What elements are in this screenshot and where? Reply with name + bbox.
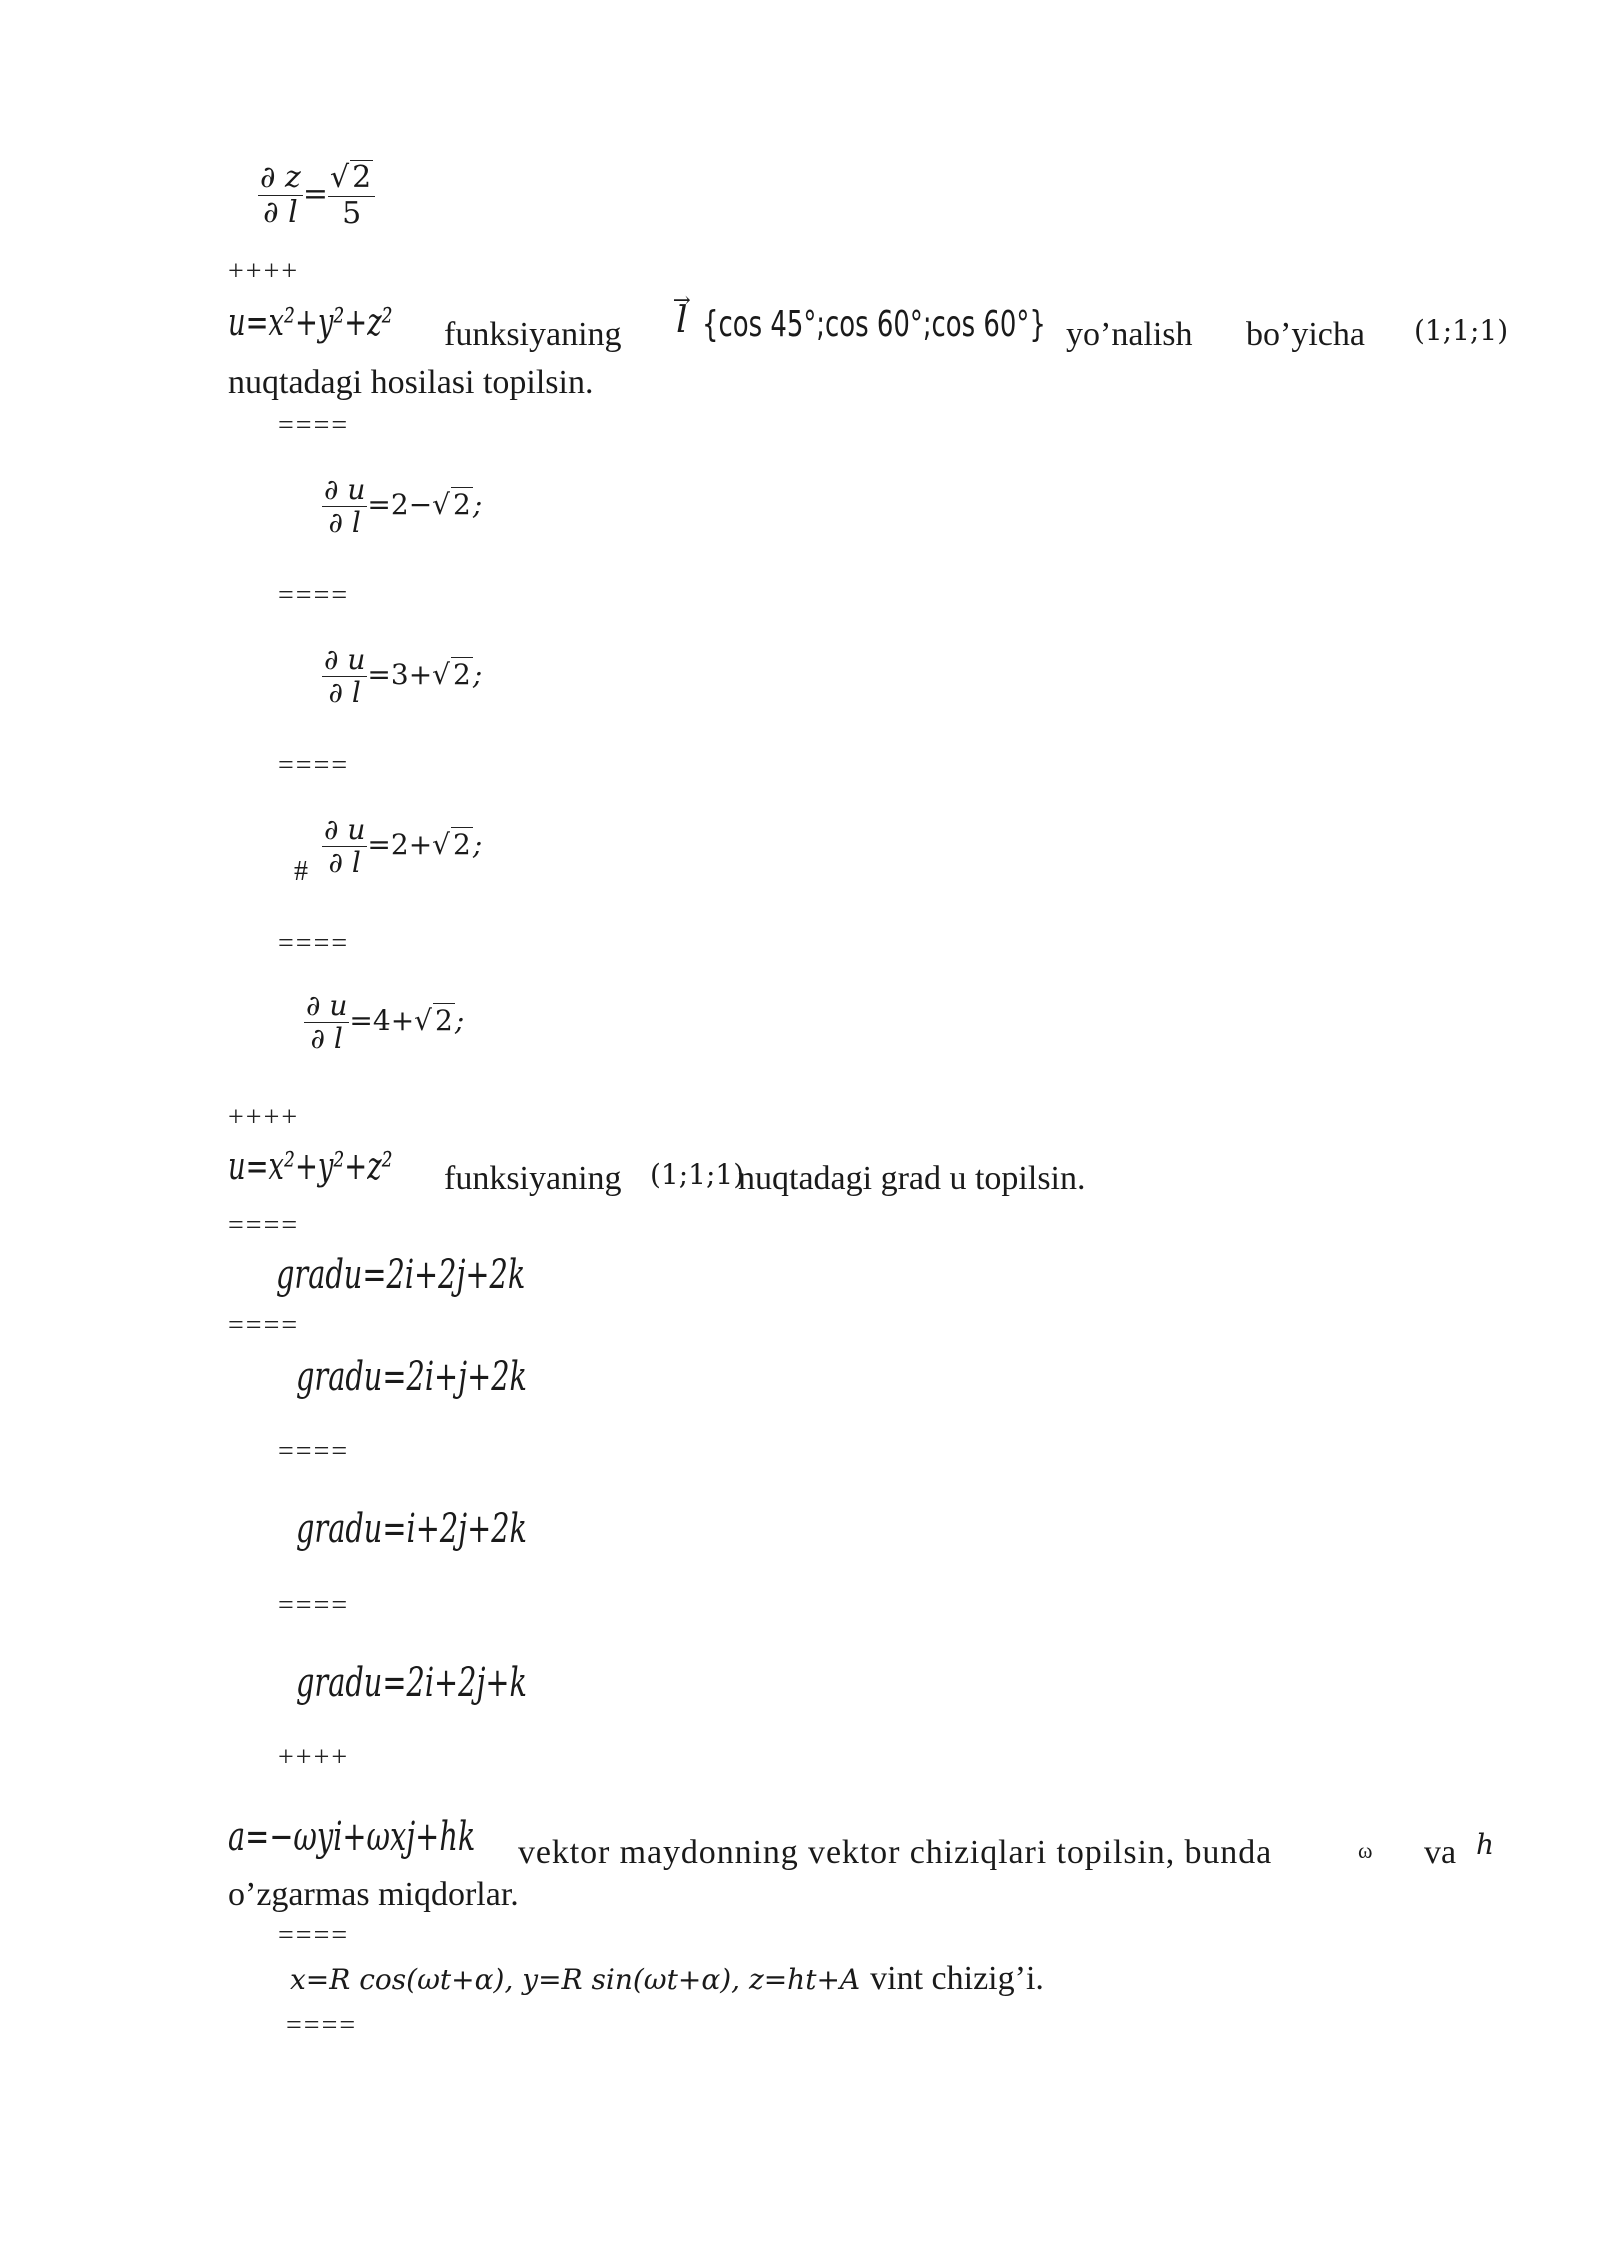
question-separator: ++++	[228, 256, 300, 287]
q3-option-1-expr: x=R cos(ωt+α), y=R sin(ωt+α), z=ht+A	[290, 1963, 861, 1996]
question-separator: ++++	[228, 1102, 300, 1133]
q3-field: a=−ωyi+ωxj+hk	[228, 1814, 476, 1860]
q1-option-1: $\frac{\partial u}{\partial l}$ =2−√ 2;	[324, 473, 483, 540]
q1-direction-word: yo’nalish	[1066, 316, 1193, 353]
q3-option-separator: ====	[286, 2010, 358, 2041]
q1-option-separator: ====	[278, 750, 350, 781]
omega-symbol: ω	[1358, 1838, 1373, 1863]
lhs-denominator: ∂ l	[263, 195, 298, 230]
q2-option-4: gradu=2i+2j+k	[296, 1660, 527, 1706]
q1-point: (1;1;1)	[1414, 314, 1509, 347]
q2-tail: nuqtadagi grad u topilsin.	[738, 1160, 1086, 1197]
q1-function: u=x²+y²+z²	[228, 300, 393, 344]
q1-direction-vector: l →	[676, 300, 688, 341]
q1-statement-line2: nuqtadagi hosilasi topilsin.	[228, 364, 594, 401]
q3-statement-line1	[228, 1814, 1495, 1871]
q1-option-separator: ====	[278, 580, 350, 611]
correct-answer-mark: #	[294, 856, 308, 887]
q2-option-3: gradu=i+2j+2k	[296, 1506, 527, 1552]
q2-statement	[228, 1144, 1490, 1197]
question-separator: ++++	[278, 1742, 350, 1773]
q1-option-separator: ====	[278, 928, 350, 959]
q3-option-1-tail: vint chizig’i.	[870, 1960, 1044, 1997]
top-result-formula: $\frac{\partial z}{\partial l}$ = $\frac{√ 2}{5}$	[258, 160, 375, 231]
q1-option-2: $\frac{\partial u}{\partial l}$ =3+√ 2;	[324, 643, 483, 710]
q2-option-separator: ====	[278, 1436, 350, 1467]
q1-option-separator: ====	[278, 410, 350, 441]
q1-func-word: funksiyaning	[444, 316, 622, 353]
rhs-fraction: $\frac{√ 2}{5}$	[328, 160, 375, 231]
q2-option-separator: ====	[228, 1310, 300, 1341]
lhs-numerator: ∂ z	[260, 159, 301, 195]
q2-option-2: gradu=2i+j+2k	[296, 1354, 527, 1400]
q3-option-1	[290, 1960, 1044, 1998]
q1-direction-components: {cos 45°;cos 60°;cos 60°}	[702, 304, 1046, 345]
q3-statement-line2: o’zgarmas miqdorlar.	[228, 1876, 519, 1913]
q1-option-3: $\frac{\partial u}{\partial l}$ =2+√ 2;	[324, 813, 483, 880]
q1-along-word: bo’yicha	[1246, 316, 1365, 353]
q2-option-separator: ====	[228, 1210, 300, 1241]
rhs-denominator: 5	[342, 195, 362, 231]
q2-option-1: gradu=2i+2j+2k	[276, 1252, 526, 1298]
q3-text: vektor maydonning vektor chiziqlari topilsin, bunda	[518, 1834, 1273, 1871]
q1-statement-line1	[228, 300, 1509, 353]
q2-point: (1;1;1)	[650, 1158, 745, 1191]
q2-func-word: funksiyaning	[444, 1160, 622, 1197]
q3-va: va	[1424, 1834, 1457, 1871]
h-symbol: h	[1476, 1828, 1495, 1861]
q2-function: u=x²+y²+z²	[228, 1144, 393, 1188]
rhs-root: 2	[352, 160, 372, 195]
lhs-fraction	[258, 161, 303, 231]
q2-option-separator: ====	[278, 1590, 350, 1621]
q1-option-4: $\frac{\partial u}{\partial l}$ =4+√ 2;	[306, 989, 465, 1056]
q3-option-separator: ====	[278, 1920, 350, 1951]
